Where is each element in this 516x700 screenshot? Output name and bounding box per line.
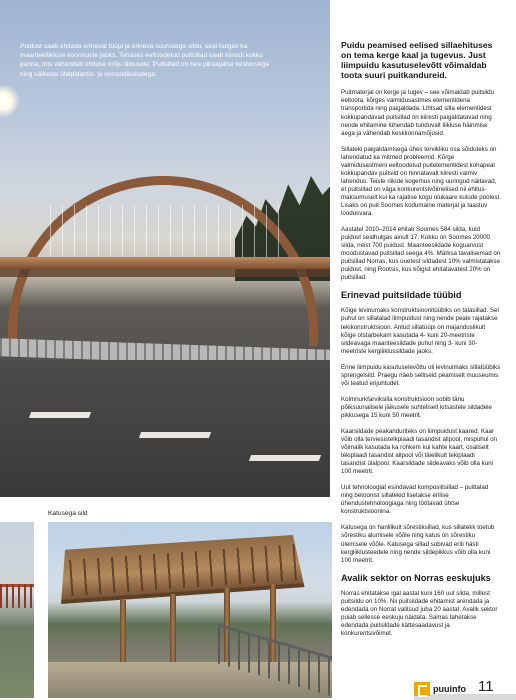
article-paragraph: Uut tehnoloogiat esindavad komposiitsillad – puittalad ning betoonist sillatekid lisetakse erilise ühendustehnoloogiaga ning töötavad ühtse konstruktsioonina. [341, 484, 489, 516]
photo-caption-top: Puidust saab ehitada erinevat tüüpi ja erineva suurusega sildu, seal hulgas ka maanteeliikluse koormuste jaoks. Tehases eeltoodetud puitsillad saab kiiresti kokku panna, mis vähendab ehituse mõju liiklusele. Puitsillad on hea pikaajalise kestvusega ning väikeste ülalpidamis- ja remondikuludega. [20, 43, 269, 78]
article-paragraph: Enne liimpuidu kasutuselevõttu oli levinuimaks sillatüübiks sprengelsild. Praegu näeb selliseid peamiselt muuseumis või teatud erijuhtudel. [341, 363, 501, 387]
timber-post [170, 594, 176, 672]
article-paragraph: Aastatel 2010–2014 ehitati Soomes 584 silda, kuid puidust sealhulgas ainult 17. Kokku on Soomes 20000 silda, neist 700 puidust. Maanteesildade koguarvust moodustavad puitsillad seega 4%. Märksa tavalisemad on puitsillad Norras, kus uuetest sildadest 10% valmistatakse puidust, ning Rootsis, kus kõigist ehitatavatest 20% on puitsillad. [341, 226, 501, 282]
bridge-photo-detail [0, 522, 34, 698]
road-marking [29, 412, 91, 418]
puuinfo-logo [414, 682, 466, 696]
road-marking [249, 455, 321, 461]
article-paragraph: Kolmnurkfarviksilla konstruktsioon sobib tänu põiksuunalisele jäikusele suhteliselt kitsastele sildadele pikkusega 15 kuni 50 meetrit. [341, 395, 492, 419]
article-column [341, 40, 501, 646]
puuinfo-logo-text: puuinfo [433, 684, 466, 694]
article-paragraph: Norras ehitatakse igal aastal kuni 160 uut silda, millest puitsildu on 10%. Nii puitsildade ehitamist arendada ja edendada on Norrat valitsud juba 20 aastat. Avalik sektor puiab sellesse eeskuju näidata. Samas tahetakse edendada puitsildade kättesaadavust ja konkurentsivõimet. [341, 589, 498, 637]
section-heading: Erinevad puitsildade tüübid [341, 290, 462, 301]
bridge-hangers [50, 205, 280, 265]
bridge-railing [0, 584, 34, 608]
page-number: 11 [478, 678, 494, 695]
article-paragraph: Sillateki paigaldamisega ühes tervikliku osa sõiduteks on lahendatud ka mitmed probleemid. Kõrge valmidusastmeni eeltoodetud puitelementidest kohapeal kokkupandav puitsild on hinnatavalt kiiresti valmiv lahendus. Teiste riikide kogemus ning uuringud näitavad, et puitsillad on väga konkurentsivõimelised nii ehitus- maksumuselt kui ka rajatise kogu olukaare kulude poolest. Lisaks on puit Soomes kodumaine materjal ja taastuv loodusvara. [341, 145, 501, 218]
puuinfo-logo-icon [414, 682, 430, 696]
covered-bridge-photo [48, 522, 332, 698]
section-heading: Avalik sektor on Norras eeskujuks [341, 572, 491, 583]
bridge-deck [0, 257, 330, 269]
sun-glare [0, 84, 20, 118]
article-paragraph: Katusega on hanlilkult sõrestiksillad, kus sillatekk toetub sõrestiku alumisele võõle ning katus on sõrestiku ülemisele võõle. Katusega sillad sobivad eriti hästi kergliiklusteedele ning nende sildepikkus võib olla kuni 100 meetrit. [341, 524, 495, 564]
bridge-photo [0, 0, 330, 497]
article-paragraph: Kaarsildade peakanduriteks on liimpuidust kaared. Kaar võib olla terviesistelkplaadi tasandist allpool, mispuhul on võimalik kasutada ka rohkem kui kahte kaart, osaliselt tekiplaadi tasandist allpool või täielikult tekiplaadi tasandist ülalpool. Kaarsildade sildeavaks võib olla kuni 100 meetrit. [341, 427, 498, 476]
article-lead: Puidu peamised eelised sillaehituses on tema kerge kaal ja tugevus. Just liimpuidu kasutuselevõtt võimaldab toota suuri puitkandureid. [341, 40, 493, 81]
timber-post [120, 600, 126, 670]
bridge-deck-shadow [0, 269, 330, 277]
photo-caption-bottom: Katusega sild [48, 510, 88, 517]
article-paragraph: Kõige levinumaks konstruktsioonitüübiks on talasillad. Sel puhul on sillatalad liimpuidust ning nende peale rajatakse tekikonstruktsioon. Antud sillatüüpi on majanduslikult kõige otstarbekam kasutada 4- kuni 20-meetriste sildeavaga maanteesildade puhul ning 3- kuni 30-meetriste kergliiklussildade jaoks. [341, 307, 499, 355]
article-paragraph: Puitmaterjal on kerge ja tugev – see võimaldab puitsildu eeltoota, kõrges valmidusastmes elementidena transportida ning paigaldada. Lihtsad silla elementidest kokkupandavad puitsillad on kiiresti paigaldatavad ning nende ehitamine lühendab tunduvalt liikluse häirimise aega ja vähendab keskkonnamõjusid. [341, 89, 495, 137]
road [0, 360, 330, 497]
road-marking [139, 432, 211, 438]
